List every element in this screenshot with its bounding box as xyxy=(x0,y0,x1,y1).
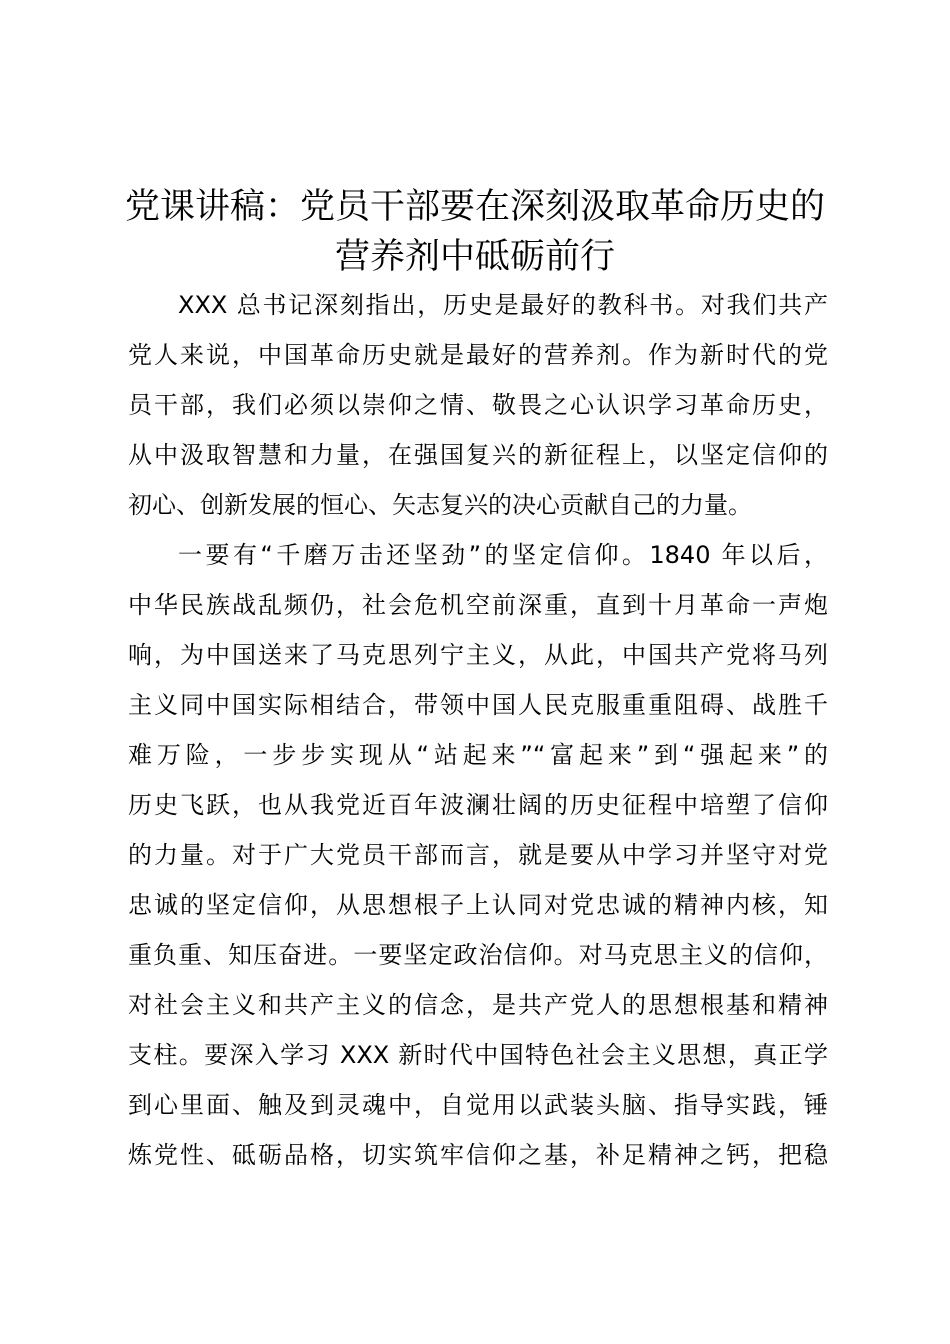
text-line: 的力量。对于广大党员干部而言，就是要从中学习并坚守对党 xyxy=(128,841,828,869)
text-line: 初心、创新发展的恒心、矢志复兴的决心贡献自己的力量。 xyxy=(128,491,752,519)
text-line: 炼党性、砥砺品格，切实筑牢信仰之基，补足精神之钙，把稳 xyxy=(128,1141,828,1169)
paragraph-2 xyxy=(128,530,828,1180)
text-line: 重负重、知压奋进。一要坚定政治信仰。对马克思主义的信仰， xyxy=(128,941,828,969)
text-line: 中华民族战乱频仍，社会危机空前深重，直到十月革命一声炮 xyxy=(128,591,828,619)
text-line: 一要有“千磨万击还坚劲”的坚定信仰。1840 年以后， xyxy=(178,541,828,569)
text-line: 支柱。要深入学习 XXX 新时代中国特色社会主义思想，真正学 xyxy=(128,1041,828,1069)
text-line: 忠诚的坚定信仰，从思想根子上认同对党忠诚的精神内核，知 xyxy=(128,891,828,919)
document-title xyxy=(118,182,832,282)
text-line: XXX 总书记深刻指出，历史是最好的教科书。对我们共产 xyxy=(178,291,828,319)
title-line: 党课讲稿：党员干部要在深刻汲取革命历史的 xyxy=(124,187,825,227)
document-body xyxy=(128,280,828,1180)
text-line: 员干部，我们必须以崇仰之情、敬畏之心认识学习革命历史， xyxy=(128,391,828,419)
title-line: 营养剂中砥砺前行 xyxy=(334,237,615,277)
text-line: 对社会主义和共产主义的信念，是共产党人的思想根基和精神 xyxy=(128,991,828,1019)
text-line: 党人来说，中国革命历史就是最好的营养剂。作为新时代的党 xyxy=(128,341,828,369)
text-line: 历史飞跃，也从我党近百年波澜壮阔的历史征程中培塑了信仰 xyxy=(128,791,828,819)
text-line: 难万险，一步步实现从“站起来”“富起来”到“强起来”的 xyxy=(128,741,828,769)
paragraph-1 xyxy=(128,280,828,530)
text-line: 从中汲取智慧和力量，在强国复兴的新征程上，以坚定信仰的 xyxy=(128,441,828,469)
text-line: 到心里面、触及到灵魂中，自觉用以武装头脑、指导实践，锤 xyxy=(128,1091,828,1119)
text-line: 主义同中国实际相结合，带领中国人民克服重重阻碍、战胜千 xyxy=(128,691,828,719)
text-line: 响，为中国送来了马克思列宁主义，从此，中国共产党将马列 xyxy=(128,641,828,669)
